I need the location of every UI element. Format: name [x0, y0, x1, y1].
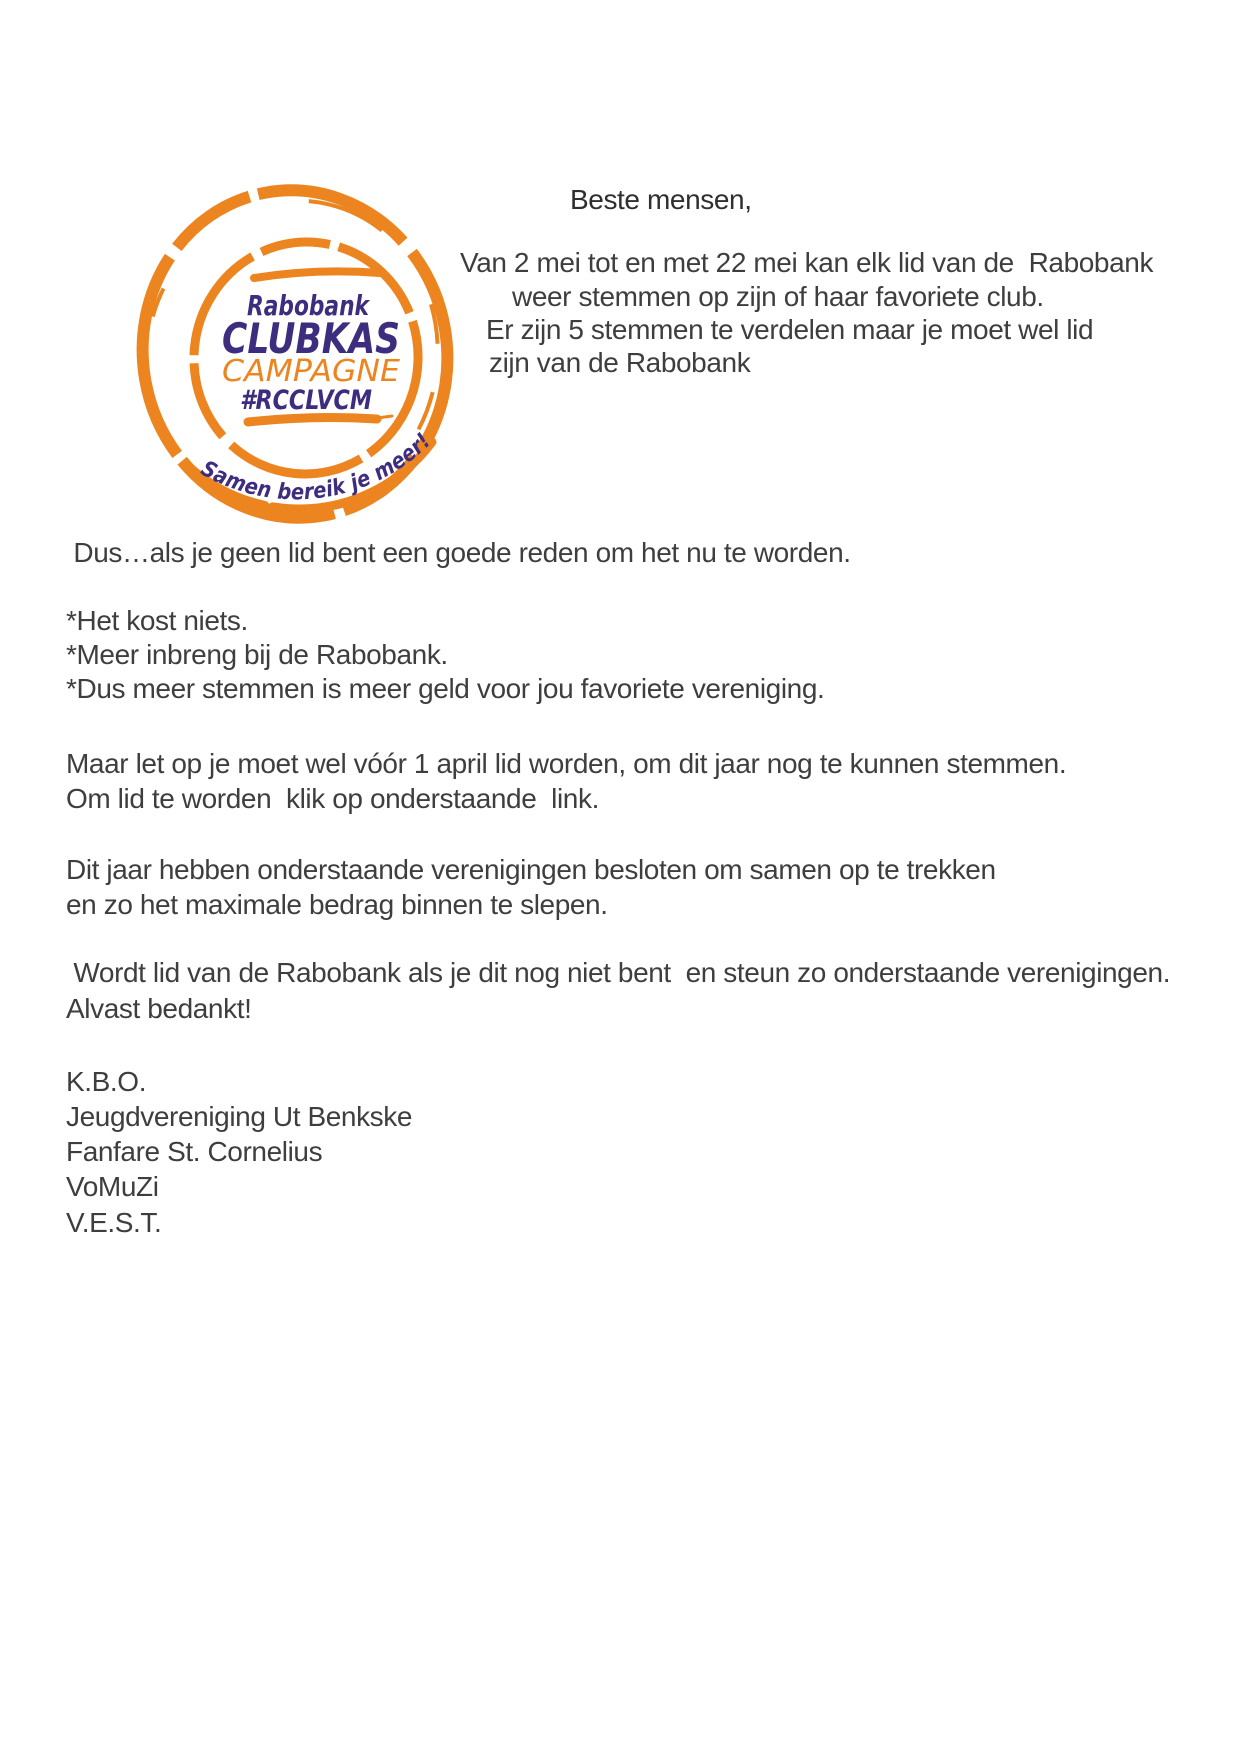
- bullet-line-1: *Het kost niets.: [66, 605, 248, 636]
- club-line-vest: V.E.S.T.: [66, 1207, 162, 1238]
- logo-top-stroke: [254, 271, 380, 278]
- intro-line-4: zijn van de Rabobank: [489, 347, 751, 378]
- logo-svg: [134, 182, 455, 527]
- clubkas-stamp-logo: [134, 182, 455, 527]
- club-line-fanfare: Fanfare St. Cornelius: [66, 1136, 323, 1167]
- logo-tagline-text: [197, 429, 436, 506]
- together-line-2: en zo het maximale bedrag binnen te slepen.: [66, 889, 608, 920]
- logo-brand-text: Rabobank: [247, 289, 371, 322]
- club-line-jeugdvereniging: Jeugdvereniging Ut Benkske: [66, 1101, 413, 1132]
- greeting-line: Beste mensen,: [570, 184, 752, 215]
- logo-tagline-textpath: Samen bereik je meer!: [196, 427, 437, 506]
- appeal-line-2: Alvast bedankt!: [66, 993, 252, 1024]
- bullet-line-2: *Meer inbreng bij de Rabobank.: [66, 639, 448, 670]
- intro-line-2: weer stemmen op zijn of haar favoriete club.: [512, 281, 1044, 312]
- appeal-line-1: Wordt lid van de Rabobank als je dit nog niet bent en steun zo onderstaande verenigingen.: [66, 957, 1171, 988]
- deadline-line-1: Maar let op je moet wel vóór 1 april lid worden, om dit jaar nog te kunnen stemmen.: [66, 748, 1067, 779]
- logo-subtitle-text: CAMPAGNE: [222, 354, 401, 389]
- logo-title-text: CLUBKAS: [222, 314, 400, 363]
- intro-line-3: Er zijn 5 stemmen te verdelen maar je moet wel lid: [486, 314, 1094, 345]
- reason-line: Dus…als je geen lid bent een goede reden om het nu te worden.: [66, 537, 851, 568]
- deadline-line-2: Om lid te worden klik op onderstaande link.: [66, 783, 599, 814]
- together-line-1: Dit jaar hebben onderstaande verenigingen besloten om samen op te trekken: [66, 854, 996, 885]
- club-line-kbo: K.B.O.: [66, 1066, 147, 1097]
- bullet-line-3: *Dus meer stemmen is meer geld voor jou favoriete vereniging.: [66, 673, 825, 704]
- intro-line-1: Van 2 mei tot en met 22 mei kan elk lid van de Rabobank: [460, 247, 1154, 278]
- club-line-vomuzi: VoMuZi: [66, 1171, 159, 1202]
- logo-underline-stroke: [248, 418, 377, 422]
- logo-hashtag-text: #RCCLVCM: [240, 385, 373, 416]
